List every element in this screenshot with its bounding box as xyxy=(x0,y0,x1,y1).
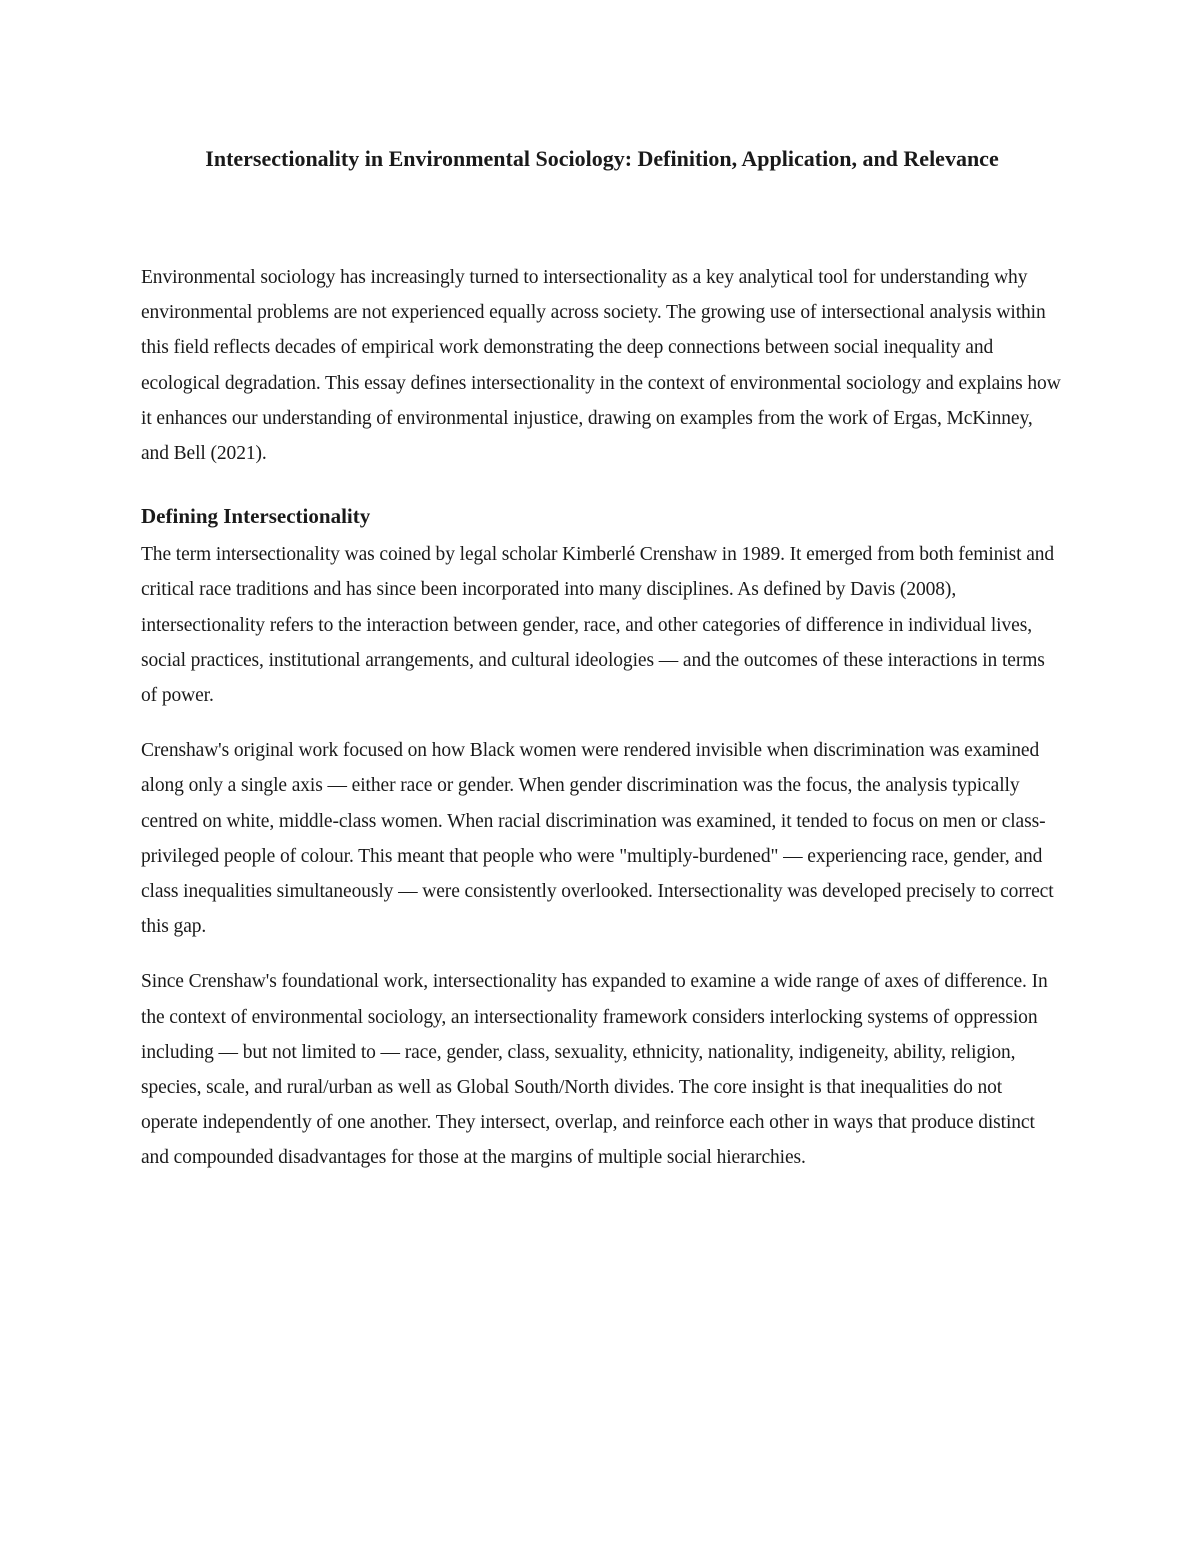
document-body xyxy=(141,138,1063,1176)
document-title: Intersectionality in Environmental Sociology: Definition, Application, and Relevance xyxy=(205,146,999,171)
body-paragraph: Since Crenshaw's foundational work, intersectionality has expanded to examine a wide range of axes of difference. In the context of environmental sociology, an intersectionality framework considers interlocking systems of oppression including — but not limited to — race, gender, class, sexuality, ethnicity, nationality, indigeneity, ability, religion, species, scale, and rural/urban as well as Global South/North divides. The core insight is that inequalities do not operate independently of one another. They intersect, overlap, and reinforce each other in ways that produce distinct and compounded disadvantages for those at the margins of multiple social hierarchies. xyxy=(141,971,1048,1169)
body-paragraph: Crenshaw's original work focused on how Black women were rendered invisible when discrimination was examined along only a single axis — either race or gender. When gender discrimination was the focus, the analysis typically centred on white, middle-class women. When racial discrimination was examined, it tended to focus on men or class-privileged people of colour. This meant that people who were "multiply-burdened" — experiencing race, gender, and class inequalities simultaneously — were consistently overlooked. Intersectionality was developed precisely to correct this gap. xyxy=(141,740,1054,938)
body-paragraph: The term intersectionality was coined by legal scholar Kimberlé Crenshaw in 1989. It emerged from both feminist and critical race traditions and has since been incorporated into many disciplines. As defined by Davis (2008), intersectionality refers to the interaction between gender, race, and other categories of difference in individual lives, social practices, institutional arrangements, and cultural ideologies — and the outcomes of these interactions in terms of power. xyxy=(141,544,1055,707)
intro-paragraph: Environmental sociology has increasingly turned to intersectionality as a key analytical tool for understanding why environmental problems are not experienced equally across society. The growing use of intersectional analysis within this field reflects decades of empirical work demonstrating the deep connections between social inequality and ecological degradation. This essay defines intersectionality in the context of environmental sociology and explains how it enhances our understanding of environmental injustice, drawing on examples from the work of Ergas, McKinney, and Bell (2021). xyxy=(141,267,1061,465)
section-heading: Defining Intersectionality xyxy=(141,504,371,529)
